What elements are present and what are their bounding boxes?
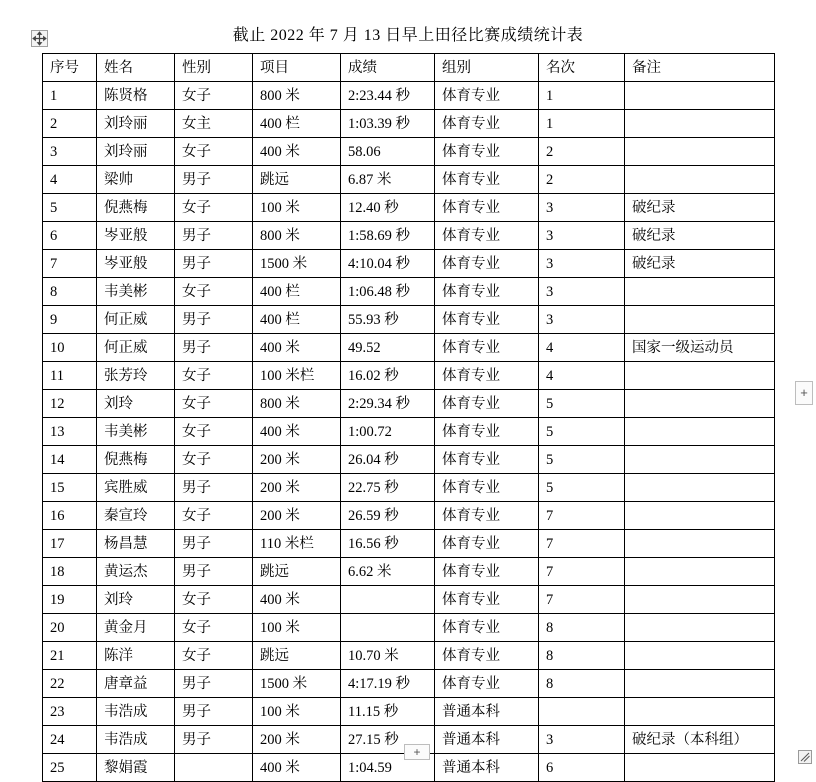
- cell-rank[interactable]: 1: [539, 82, 625, 110]
- cell-name[interactable]: 张芳玲: [97, 362, 175, 390]
- table-body: [43, 82, 775, 782]
- cell-group[interactable]: 体育专业: [435, 82, 539, 110]
- cell-gender[interactable]: 女子: [175, 362, 253, 390]
- column-header-result: 成绩: [341, 54, 435, 82]
- cell-index[interactable]: 23: [43, 698, 97, 726]
- cell-group[interactable]: 体育专业: [435, 334, 539, 362]
- cell-rank[interactable]: 3: [539, 726, 625, 754]
- cell-result[interactable]: 1:06.48 秒: [341, 278, 435, 306]
- cell-result[interactable]: 26.59 秒: [341, 502, 435, 530]
- cell-group[interactable]: 体育专业: [435, 278, 539, 306]
- cell-group[interactable]: 普通本科: [435, 726, 539, 754]
- cell-index[interactable]: 2: [43, 110, 97, 138]
- cell-result[interactable]: 1:00.72: [341, 418, 435, 446]
- table-row: [43, 670, 775, 698]
- cell-event[interactable]: 400 米: [253, 334, 341, 362]
- cell-group[interactable]: 体育专业: [435, 502, 539, 530]
- cell-index[interactable]: 1: [43, 82, 97, 110]
- cell-name[interactable]: 黄运杰: [97, 558, 175, 586]
- cell-gender[interactable]: 女子: [175, 82, 253, 110]
- cell-remark[interactable]: [625, 698, 775, 726]
- cell-remark[interactable]: [625, 670, 775, 698]
- cell-group[interactable]: 体育专业: [435, 138, 539, 166]
- cell-group[interactable]: 体育专业: [435, 390, 539, 418]
- cell-rank[interactable]: 6: [539, 754, 625, 782]
- cell-remark[interactable]: 破纪录: [625, 194, 775, 222]
- cell-remark[interactable]: [625, 166, 775, 194]
- cell-index[interactable]: 20: [43, 614, 97, 642]
- cell-name[interactable]: 刘玲: [97, 586, 175, 614]
- cell-event[interactable]: 1500 米: [253, 670, 341, 698]
- cell-index[interactable]: 9: [43, 306, 97, 334]
- cell-rank[interactable]: 5: [539, 390, 625, 418]
- cell-group[interactable]: 体育专业: [435, 250, 539, 278]
- cell-rank[interactable]: 5: [539, 474, 625, 502]
- column-header-gender: 性别: [175, 54, 253, 82]
- cell-name[interactable]: 韦美彬: [97, 278, 175, 306]
- cell-result[interactable]: 16.56 秒: [341, 530, 435, 558]
- cell-event[interactable]: 跳远: [253, 558, 341, 586]
- cell-gender[interactable]: 女子: [175, 586, 253, 614]
- table-resize-handle[interactable]: [798, 750, 812, 764]
- cell-group[interactable]: 体育专业: [435, 110, 539, 138]
- cell-rank[interactable]: [539, 698, 625, 726]
- column-header-group: 组别: [435, 54, 539, 82]
- cell-result[interactable]: 1:58.69 秒: [341, 222, 435, 250]
- cell-group[interactable]: 体育专业: [435, 222, 539, 250]
- table-row: [43, 446, 775, 474]
- cell-name[interactable]: 陈贤格: [97, 82, 175, 110]
- cell-name[interactable]: 刘玲: [97, 390, 175, 418]
- cell-name[interactable]: 何正威: [97, 306, 175, 334]
- cell-gender[interactable]: 男子: [175, 306, 253, 334]
- cell-gender[interactable]: [175, 754, 253, 782]
- cell-remark[interactable]: [625, 502, 775, 530]
- cell-remark[interactable]: 破纪录（本科组）: [625, 726, 775, 754]
- cell-gender[interactable]: 女子: [175, 418, 253, 446]
- cell-event[interactable]: 100 米栏: [253, 362, 341, 390]
- table-row: [43, 250, 775, 278]
- cell-index[interactable]: 13: [43, 418, 97, 446]
- cell-index[interactable]: 6: [43, 222, 97, 250]
- cell-gender[interactable]: 男子: [175, 222, 253, 250]
- cell-rank[interactable]: 8: [539, 614, 625, 642]
- cell-remark[interactable]: 破纪录: [625, 250, 775, 278]
- cell-gender[interactable]: 男子: [175, 530, 253, 558]
- table-row: [43, 558, 775, 586]
- cell-result[interactable]: 4:10.04 秒: [341, 250, 435, 278]
- cell-name[interactable]: 韦浩成: [97, 726, 175, 754]
- cell-name[interactable]: 韦浩成: [97, 698, 175, 726]
- cell-name[interactable]: 倪燕梅: [97, 194, 175, 222]
- cell-rank[interactable]: 3: [539, 306, 625, 334]
- cell-rank[interactable]: 1: [539, 110, 625, 138]
- cell-group[interactable]: 体育专业: [435, 362, 539, 390]
- cell-remark[interactable]: [625, 278, 775, 306]
- cell-rank[interactable]: 8: [539, 642, 625, 670]
- cell-rank[interactable]: 5: [539, 418, 625, 446]
- cell-rank[interactable]: 3: [539, 278, 625, 306]
- table-move-handle[interactable]: [31, 30, 48, 47]
- cell-event[interactable]: 400 米: [253, 418, 341, 446]
- results-table: [42, 53, 775, 782]
- cell-name[interactable]: 岑亚般: [97, 222, 175, 250]
- cell-event[interactable]: 400 栏: [253, 278, 341, 306]
- cell-gender[interactable]: 男子: [175, 698, 253, 726]
- cell-gender[interactable]: 男子: [175, 726, 253, 754]
- cell-result[interactable]: 4:17.19 秒: [341, 670, 435, 698]
- table-row: [43, 278, 775, 306]
- cell-rank[interactable]: 5: [539, 446, 625, 474]
- cell-index[interactable]: 16: [43, 502, 97, 530]
- table-row: [43, 222, 775, 250]
- cell-gender[interactable]: 女子: [175, 502, 253, 530]
- cell-remark[interactable]: [625, 614, 775, 642]
- cell-group[interactable]: 体育专业: [435, 558, 539, 586]
- cell-result[interactable]: 16.02 秒: [341, 362, 435, 390]
- cell-index[interactable]: 10: [43, 334, 97, 362]
- cell-name[interactable]: 唐章益: [97, 670, 175, 698]
- cell-remark[interactable]: 破纪录: [625, 222, 775, 250]
- cell-event[interactable]: 800 米: [253, 390, 341, 418]
- cell-name[interactable]: 韦美彬: [97, 418, 175, 446]
- table-header-row: [43, 54, 775, 82]
- cell-result[interactable]: 6.87 米: [341, 166, 435, 194]
- cell-index[interactable]: 21: [43, 642, 97, 670]
- cell-group[interactable]: 体育专业: [435, 446, 539, 474]
- cell-index[interactable]: 12: [43, 390, 97, 418]
- cell-event[interactable]: 400 栏: [253, 306, 341, 334]
- cell-event[interactable]: 100 米: [253, 194, 341, 222]
- cell-group[interactable]: 体育专业: [435, 194, 539, 222]
- cell-group[interactable]: 普通本科: [435, 754, 539, 782]
- cell-event[interactable]: 110 米栏: [253, 530, 341, 558]
- cell-rank[interactable]: 8: [539, 670, 625, 698]
- cell-index[interactable]: 18: [43, 558, 97, 586]
- cell-event[interactable]: 200 米: [253, 446, 341, 474]
- cell-rank[interactable]: 2: [539, 138, 625, 166]
- cell-name[interactable]: 倪燕梅: [97, 446, 175, 474]
- cell-rank[interactable]: 2: [539, 166, 625, 194]
- cell-index[interactable]: 8: [43, 278, 97, 306]
- cell-rank[interactable]: 7: [539, 558, 625, 586]
- cell-rank[interactable]: 7: [539, 586, 625, 614]
- cell-gender[interactable]: 女主: [175, 110, 253, 138]
- cell-name[interactable]: 岑亚般: [97, 250, 175, 278]
- cell-name[interactable]: 刘玲丽: [97, 110, 175, 138]
- cell-index[interactable]: 11: [43, 362, 97, 390]
- cell-result[interactable]: 22.75 秒: [341, 474, 435, 502]
- column-header-rank: 名次: [539, 54, 625, 82]
- cell-event[interactable]: 400 米: [253, 138, 341, 166]
- cell-remark[interactable]: [625, 586, 775, 614]
- cell-result[interactable]: 2:23.44 秒: [341, 82, 435, 110]
- cell-rank[interactable]: 4: [539, 362, 625, 390]
- cell-name[interactable]: 梁帅: [97, 166, 175, 194]
- cell-event[interactable]: 800 米: [253, 82, 341, 110]
- cell-gender[interactable]: 男子: [175, 558, 253, 586]
- cell-gender[interactable]: 女子: [175, 278, 253, 306]
- cell-index[interactable]: 3: [43, 138, 97, 166]
- cell-index[interactable]: 5: [43, 194, 97, 222]
- cell-result[interactable]: 55.93 秒: [341, 306, 435, 334]
- cell-result[interactable]: 49.52: [341, 334, 435, 362]
- cell-gender[interactable]: 女子: [175, 390, 253, 418]
- table-row: [43, 362, 775, 390]
- cell-result[interactable]: 10.70 米: [341, 642, 435, 670]
- cell-group[interactable]: 体育专业: [435, 530, 539, 558]
- cell-event[interactable]: 400 米: [253, 586, 341, 614]
- cell-gender[interactable]: 女子: [175, 138, 253, 166]
- table-row: [43, 82, 775, 110]
- cell-gender[interactable]: 女子: [175, 194, 253, 222]
- cell-index[interactable]: 19: [43, 586, 97, 614]
- cell-gender[interactable]: 男子: [175, 166, 253, 194]
- cell-index[interactable]: 4: [43, 166, 97, 194]
- cell-gender[interactable]: 女子: [175, 446, 253, 474]
- cell-group[interactable]: 体育专业: [435, 418, 539, 446]
- cell-index[interactable]: 22: [43, 670, 97, 698]
- cell-name[interactable]: 黄金月: [97, 614, 175, 642]
- cell-group[interactable]: 普通本科: [435, 698, 539, 726]
- cell-event[interactable]: 100 米: [253, 698, 341, 726]
- cell-index[interactable]: 15: [43, 474, 97, 502]
- cell-event[interactable]: 400 米: [253, 754, 341, 782]
- cell-index[interactable]: 25: [43, 754, 97, 782]
- cell-index[interactable]: 17: [43, 530, 97, 558]
- cell-index[interactable]: 14: [43, 446, 97, 474]
- cell-result[interactable]: [341, 614, 435, 642]
- cell-gender[interactable]: 女子: [175, 642, 253, 670]
- column-header-remark: 备注: [625, 54, 775, 82]
- cell-group[interactable]: 体育专业: [435, 586, 539, 614]
- cell-result[interactable]: 58.06: [341, 138, 435, 166]
- cell-remark[interactable]: [625, 110, 775, 138]
- table-row: [43, 110, 775, 138]
- column-header-name: 姓名: [97, 54, 175, 82]
- cell-event[interactable]: 跳远: [253, 166, 341, 194]
- table-row: [43, 474, 775, 502]
- cell-event[interactable]: 跳远: [253, 642, 341, 670]
- table-row: [43, 502, 775, 530]
- table-row: [43, 698, 775, 726]
- cell-rank[interactable]: 4: [539, 334, 625, 362]
- cell-event[interactable]: 1500 米: [253, 250, 341, 278]
- cell-remark[interactable]: [625, 642, 775, 670]
- table-row: [43, 390, 775, 418]
- table-row: [43, 614, 775, 642]
- add-column-button[interactable]: +: [795, 381, 813, 405]
- cell-result[interactable]: 1:04.59: [341, 754, 435, 782]
- cell-name[interactable]: 何正威: [97, 334, 175, 362]
- cell-gender[interactable]: 女子: [175, 614, 253, 642]
- cell-remark[interactable]: [625, 754, 775, 782]
- cell-remark[interactable]: 国家一级运动员: [625, 334, 775, 362]
- table-row: [43, 306, 775, 334]
- table-row: [43, 642, 775, 670]
- column-header-index: 序号: [43, 54, 97, 82]
- cell-name[interactable]: 秦宣玲: [97, 502, 175, 530]
- cell-result[interactable]: 27.15 秒: [341, 726, 435, 754]
- cell-name[interactable]: 宾胜威: [97, 474, 175, 502]
- cell-remark[interactable]: [625, 446, 775, 474]
- cell-event[interactable]: 400 栏: [253, 110, 341, 138]
- cell-group[interactable]: 体育专业: [435, 166, 539, 194]
- cell-group[interactable]: 体育专业: [435, 614, 539, 642]
- cell-result[interactable]: 12.40 秒: [341, 194, 435, 222]
- cell-result[interactable]: 6.62 米: [341, 558, 435, 586]
- cell-remark[interactable]: [625, 474, 775, 502]
- cell-result[interactable]: 11.15 秒: [341, 698, 435, 726]
- cell-group[interactable]: 体育专业: [435, 306, 539, 334]
- cell-group[interactable]: 体育专业: [435, 474, 539, 502]
- cell-gender[interactable]: 男子: [175, 474, 253, 502]
- column-header-event: 项目: [253, 54, 341, 82]
- cell-rank[interactable]: 3: [539, 250, 625, 278]
- table-row: [43, 334, 775, 362]
- cell-name[interactable]: 黎娟霞: [97, 754, 175, 782]
- cell-remark[interactable]: [625, 558, 775, 586]
- cell-group[interactable]: 体育专业: [435, 642, 539, 670]
- cell-remark[interactable]: [625, 82, 775, 110]
- cell-remark[interactable]: [625, 418, 775, 446]
- cell-group[interactable]: 体育专业: [435, 670, 539, 698]
- cell-remark[interactable]: [625, 138, 775, 166]
- table-row: [43, 530, 775, 558]
- cell-gender[interactable]: 男子: [175, 334, 253, 362]
- table-row: [43, 166, 775, 194]
- cell-event[interactable]: 200 米: [253, 474, 341, 502]
- cell-name[interactable]: 杨昌慧: [97, 530, 175, 558]
- page-title: 截止 2022 年 7 月 13 日早上田径比赛成绩统计表: [232, 27, 584, 44]
- cell-gender[interactable]: 男子: [175, 670, 253, 698]
- cell-event[interactable]: 200 米: [253, 502, 341, 530]
- cell-rank[interactable]: 3: [539, 222, 625, 250]
- cell-name[interactable]: 刘玲丽: [97, 138, 175, 166]
- add-row-button[interactable]: +: [404, 744, 430, 760]
- cell-event[interactable]: 200 米: [253, 726, 341, 754]
- results-table-container: [42, 53, 774, 782]
- cell-result[interactable]: 26.04 秒: [341, 446, 435, 474]
- cell-result[interactable]: [341, 586, 435, 614]
- cell-rank[interactable]: 7: [539, 502, 625, 530]
- table-row: [43, 194, 775, 222]
- table-row: [43, 138, 775, 166]
- cell-remark[interactable]: [625, 306, 775, 334]
- cell-index[interactable]: 7: [43, 250, 97, 278]
- cell-gender[interactable]: 男子: [175, 250, 253, 278]
- cell-event[interactable]: 800 米: [253, 222, 341, 250]
- cell-remark[interactable]: [625, 362, 775, 390]
- cell-result[interactable]: 2:29.34 秒: [341, 390, 435, 418]
- cell-name[interactable]: 陈洋: [97, 642, 175, 670]
- table-row: [43, 418, 775, 446]
- cell-index[interactable]: 24: [43, 726, 97, 754]
- cell-remark[interactable]: [625, 530, 775, 558]
- cell-remark[interactable]: [625, 390, 775, 418]
- cell-rank[interactable]: 7: [539, 530, 625, 558]
- cell-event[interactable]: 100 米: [253, 614, 341, 642]
- cell-rank[interactable]: 3: [539, 194, 625, 222]
- table-row: [43, 586, 775, 614]
- cell-result[interactable]: 1:03.39 秒: [341, 110, 435, 138]
